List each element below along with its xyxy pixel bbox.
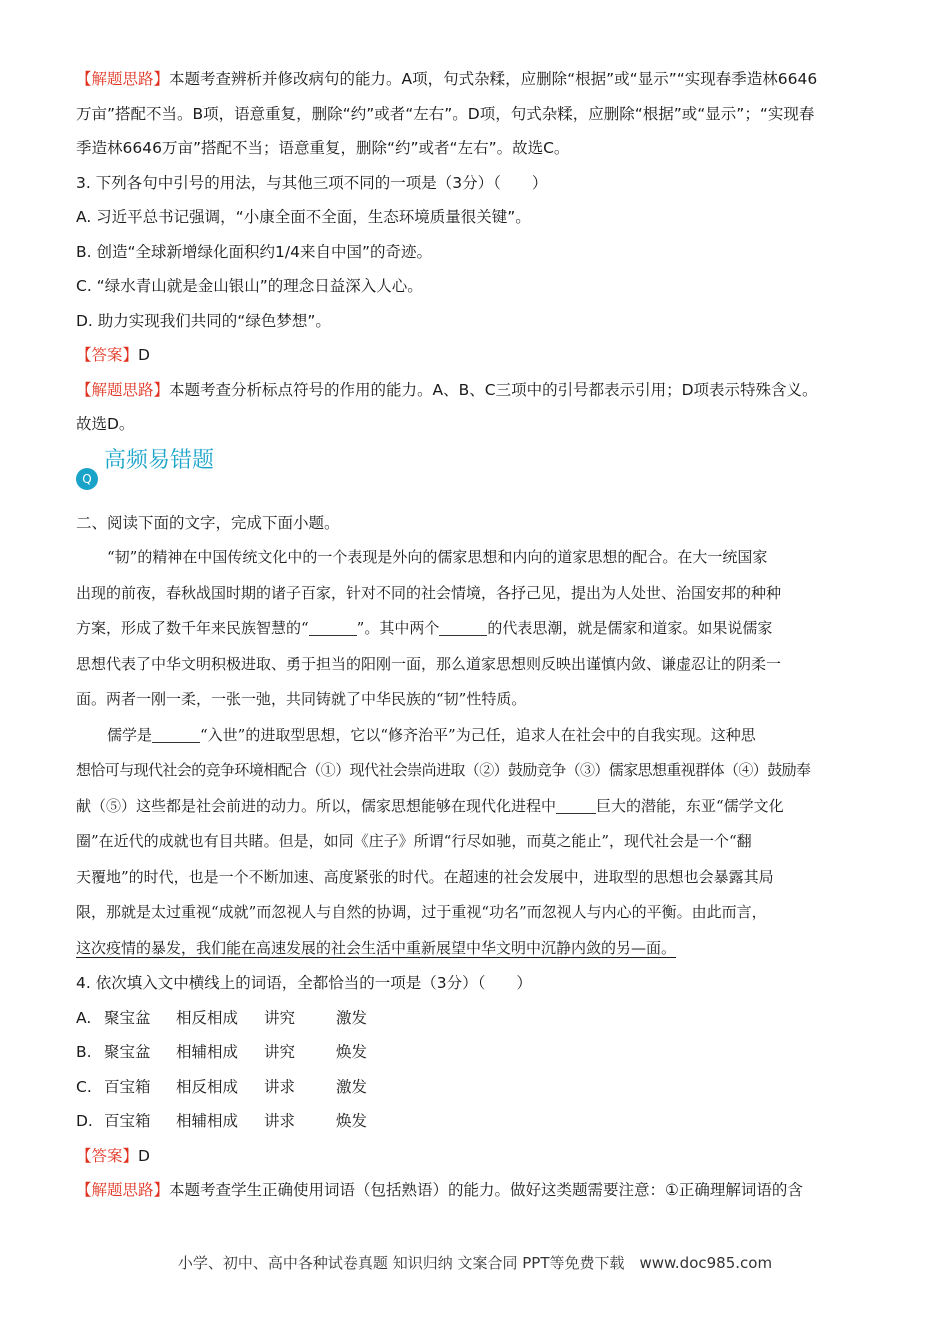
section-title: 高频易错题 <box>104 447 215 473</box>
option-d: D. 助力实现我们共同的“绿色梦想”。 <box>76 311 331 330</box>
analysis-text: 本题考查辨析并修改病句的能力。A项，句式杂糅，应删除“根据”或“显示”“实现春季造林6646 <box>169 70 818 88</box>
q2-analysis <box>76 62 876 166</box>
paragraph-line: 思想代表了中华文明积极进取、勇于担当的阳刚一面，那么道家思想则反映出谨慎内敛、谦虚忍让的阴柔一 <box>76 654 782 673</box>
option-a: A. 习近平总书记强调，“小康全面不全面，生态环境质量很关键”。 <box>76 208 531 226</box>
option-a: A. 聚宝盆 相反相成 讲究 激发 <box>76 1008 368 1027</box>
question-3 <box>76 166 876 442</box>
fill-blank <box>556 795 596 814</box>
paragraph-line: 出现的前夜，春秋战国时期的诸子百家，针对不同的社会情境，各抒己见，提出为人处世、治国安邦的种种 <box>76 583 782 602</box>
reading-passage <box>76 506 876 967</box>
option-c: C. 百宝箱 相反相成 讲求 激发 <box>76 1077 368 1096</box>
fill-blank <box>309 617 357 636</box>
fill-blank <box>439 617 487 636</box>
paragraph-line: “韧”的精神在中国传统文化中的一个表现是外向的儒家思想和内向的道家思想的配合。在大一统国家 <box>107 548 768 566</box>
paragraph-line: 天覆地”的时代，也是一个不断加速、高度紧张的时代。在超速的社会发展中，进取型的思想也会暴露其局 <box>76 867 774 886</box>
magnifier-icon: Q <box>76 468 98 490</box>
section-header <box>76 444 876 496</box>
option-b: B. 聚宝盆 相辅相成 讲究 焕发 <box>76 1043 368 1061</box>
answer-value: D <box>138 1146 150 1165</box>
answer-value: D <box>138 346 150 364</box>
option-b: B. 创造“全球新增绿化面积约1/4来自中国”的奇迹。 <box>76 242 432 261</box>
option-c: C. “绿水青山就是金山银山”的理念日益深入人心。 <box>76 277 423 295</box>
analysis-text: 万亩”搭配不当。B项，语意重复，删除“约”或者“左右”。D项，句式杂糅，应删除“根据”或“显示”；“实现春 <box>76 104 815 123</box>
answer-tag: 【答案】 <box>76 346 139 364</box>
paragraph-line: 献（⑤）这些都是社会前进的动力。所以，儒家思想能够在现代化进程中 巨大的潜能，东亚“儒学文化 <box>76 796 784 815</box>
paragraph-line: 面。两者一刚一柔，一张一弛，共同铸就了中华民族的“韧”性特质。 <box>76 690 527 708</box>
analysis-tag: 【解题思路】 <box>76 70 170 88</box>
footer-link[interactable]: 小学、初中、高中各种试卷真题 知识归纳 文案合同 PPT等免费下载 www.doc985.com <box>177 1254 773 1272</box>
paragraph-line: 圈”在近代的成就也有目共睹。但是，如同《庄子》所谓“行尽如驰，而莫之能止”，现代社会是一个“翻 <box>76 832 752 850</box>
question-stem: 3. 下列各句中引号的用法，与其他三项不同的一项是（3分）（ ） <box>76 173 548 192</box>
passage-instruction: 二、阅读下面的文字，完成下面小题。 <box>76 513 340 532</box>
paragraph-line: 想恰可与现代社会的竞争环境相配合（①）现代社会崇尚进取（②）鼓励竞争（③）儒家思想重视群体（④）鼓励奉 <box>76 761 811 779</box>
question-stem: 4. 依次填入文中横线上的词语，全都恰当的一项是（3分）（ ） <box>76 974 532 992</box>
analysis-text: 本题考查分析标点符号的作用的能力。A、B、C三项中的引号都表示引用；D项表示特殊含义。 <box>169 380 818 399</box>
analysis-tag: 【解题思路】 <box>76 380 170 399</box>
underlined-sentence: 这次疫情的暴发，我们能在高速发展的社会生活中重新展望中华文明中沉静内敛的另—面。 <box>76 938 677 957</box>
paragraph-line: 限，那就是太过重视“成就”而忽视人与自然的协调，过于重视“功名”而忽视人与内心的平衡。由此而言， <box>76 903 767 921</box>
answer-tag: 【答案】 <box>76 1146 139 1165</box>
analysis-text: 本题考查学生正确使用词语（包括熟语）的能力。做好这类题需要注意：①正确理解词语的含 <box>169 1181 803 1199</box>
analysis-text: 故选D。 <box>76 415 135 433</box>
paragraph-line: 儒学是 “入世”的进取型思想，它以“修齐治平”为己任，追求人在社会中的自我实现。这种思 <box>107 725 756 744</box>
paragraph-line: 方案，形成了数千年来民族智慧的“ ”。其中两个 的代表思潮，就是儒家和道家。如果说儒家 <box>76 619 773 637</box>
analysis-text: 季造林6646万亩”搭配不当；语意重复，删除“约”或者“左右”。故选C。 <box>76 139 570 157</box>
option-d: D. 百宝箱 相辅相成 讲求 焕发 <box>76 1112 368 1130</box>
question-4 <box>76 966 876 1208</box>
analysis-tag: 【解题思路】 <box>76 1181 170 1199</box>
fill-blank <box>152 724 200 743</box>
document-page <box>76 62 876 1208</box>
